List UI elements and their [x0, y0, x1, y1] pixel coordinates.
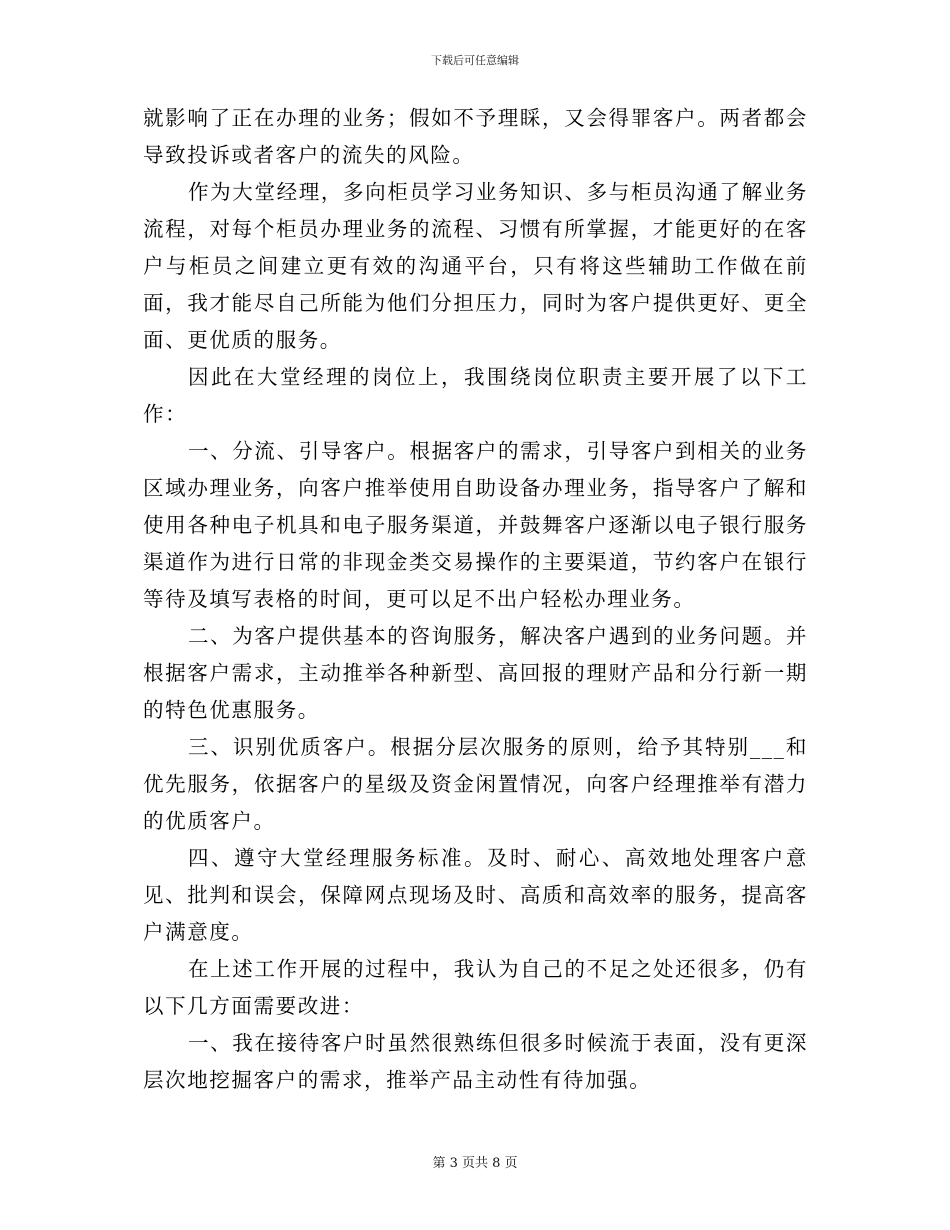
paragraph-4: 一、分流、引导客户。根据客户的需求，引导客户到相关的业务区域办理业务，向客户推举使用自助设备办理业务，指导客户了解和使用各种电子机具和电子服务渠道，并鼓舞客户逐渐以电子银行服务渠道作为进行日常的非现金类交易操作的主要渠道，节约客户在银行等待及填写表格的时间，更可以足不出户轻松办理业务。 [143, 439, 808, 611]
page-header: 下载后可任意编辑 [431, 54, 519, 67]
paragraph-1: 就影响了正在办理的业务；假如不予理睬，又会得罪客户。两者都会导致投诉或者客户的流失的风险。 [143, 106, 808, 167]
paragraph-5: 二、为客户提供基本的咨询服务，解决客户遇到的业务问题。并根据客户需求，主动推举各种新型、高回报的理财产品和分行新一期的特色优惠服务。 [143, 624, 808, 722]
paragraph-2: 作为大堂经理，多向柜员学习业务知识、多与柜员沟通了解业务流程，对每个柜员办理业务的流程、习惯有所掌握，才能更好的在客户与柜员之间建立更有效的沟通平台，只有将这些辅助工作做在前面，我才能尽自己所能为他们分担压力，同时为客户提供更好、更全面、更优质的服务。 [143, 180, 808, 352]
paragraph-3: 因此在大堂经理的岗位上，我围绕岗位职责主要开展了以下工作： [143, 365, 808, 426]
paragraph-7: 四、遵守大堂经理服务标准。及时、耐心、高效地处理客户意见、批判和误会，保障网点现场及时、高质和高效率的服务，提高客户满意度。 [143, 846, 808, 944]
paragraph-6: 三、识别优质客户。根据分层次服务的原则，给予其特别___和优先服务，依据客户的星级及资金闲置情况，向客户经理推举有潜力的优质客户。 [143, 735, 808, 833]
paragraph-9: 一、我在接待客户时虽然很熟练但很多时候流于表面，没有更深层次地挖掘客户的需求，推举产品主动性有待加强。 [143, 1031, 808, 1092]
document-body [143, 100, 808, 1099]
paragraph-8: 在上述工作开展的过程中，我认为自己的不足之处还很多，仍有以下几方面需要改进： [143, 957, 808, 1018]
page-footer: 第 3 页共 8 页 [432, 1156, 518, 1171]
